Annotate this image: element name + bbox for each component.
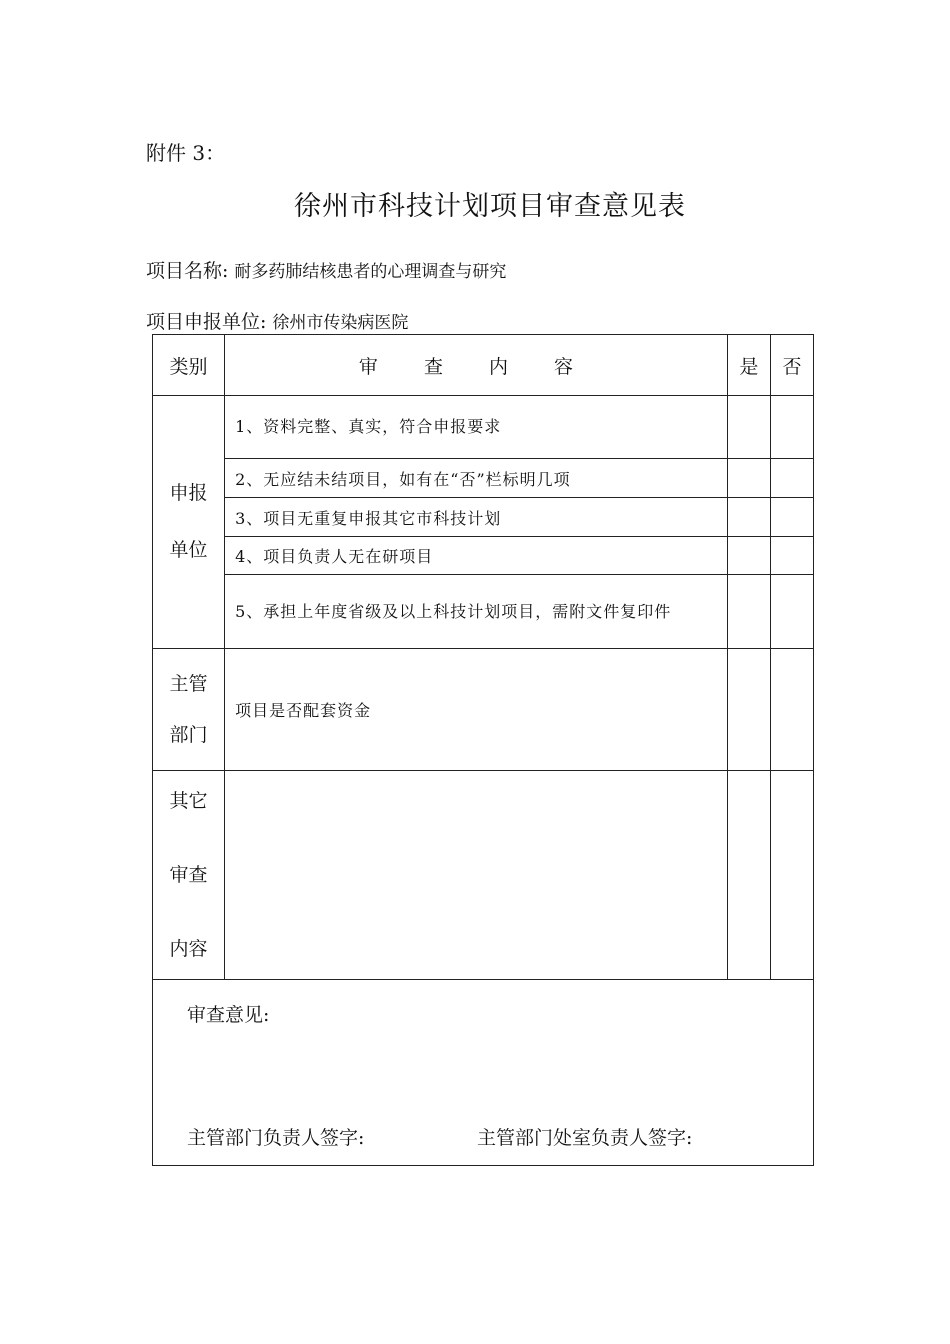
no-checkbox-cell[interactable] [770,537,813,575]
project-name-row [146,256,506,283]
yes-checkbox-cell[interactable] [727,537,770,575]
table-row [153,459,814,498]
review-item-funding: 项目是否配套资金 [225,649,728,771]
applicant-unit-row [146,307,408,334]
category-line: 审查 [169,863,208,886]
applicant-unit-label: 项目申报单位: [146,311,267,333]
project-name-value: 耐多药肺结核患者的心理调查与研究 [234,262,507,282]
attachment-label: 附件 3： [146,141,226,165]
table-row [153,649,814,771]
header-yes: 是 [727,335,770,396]
category-line: 主管 [169,672,208,695]
category-applicant-unit [153,396,225,649]
review-item-3: 3、项目无重复申报其它市科技计划 [225,498,728,537]
category-line: 部门 [169,723,208,746]
category-competent-dept [153,649,225,771]
yes-checkbox-cell[interactable] [727,459,770,498]
no-checkbox-cell[interactable] [770,649,813,771]
category-line: 其它 [169,789,208,812]
no-checkbox-cell[interactable] [770,498,813,537]
table-header-row [153,335,814,396]
category-line: 单位 [169,539,208,561]
no-checkbox-cell[interactable] [770,459,813,498]
no-checkbox-cell[interactable] [770,396,813,459]
no-checkbox-cell[interactable] [770,771,813,980]
category-line: 内容 [169,937,208,960]
dept-head-signature-label: 主管部门负责人签字: [187,1127,365,1149]
review-item-5: 5、承担上年度省级及以上科技计划项目，需附文件复印件 [225,575,728,649]
category-other-review [153,771,225,980]
table-row [153,537,814,575]
project-name-label: 项目名称: [146,260,229,282]
yes-checkbox-cell[interactable] [727,498,770,537]
review-item-other[interactable] [225,771,728,980]
review-item-1: 1、资料完整、真实，符合申报要求 [225,396,728,459]
review-table [152,334,814,1166]
yes-checkbox-cell[interactable] [727,575,770,649]
yes-checkbox-cell[interactable] [727,396,770,459]
table-row [153,771,814,980]
office-head-signature-label: 主管部门处室负责人签字: [477,1127,693,1149]
review-item-2: 2、无应结未结项目，如有在“否”栏标明几项 [225,459,728,498]
header-content-text: 审 查 内 容 [358,355,594,378]
category-line: 申报 [169,482,208,504]
applicant-unit-value: 徐州市传染病医院 [272,313,409,333]
header-content [225,335,728,396]
review-item-4: 4、项目负责人无在研项目 [225,537,728,575]
yes-checkbox-cell[interactable] [727,771,770,980]
header-category: 类别 [153,335,225,396]
review-opinion-cell[interactable] [153,980,814,1166]
table-row [153,498,814,537]
table-row [153,396,814,459]
form-title: 徐州市科技计划项目审查意见表 [294,191,686,222]
opinion-title: 审查意见: [187,1004,270,1026]
opinion-row [153,980,814,1166]
no-checkbox-cell[interactable] [770,575,813,649]
yes-checkbox-cell[interactable] [727,649,770,771]
table-row [153,575,814,649]
header-no: 否 [770,335,813,396]
